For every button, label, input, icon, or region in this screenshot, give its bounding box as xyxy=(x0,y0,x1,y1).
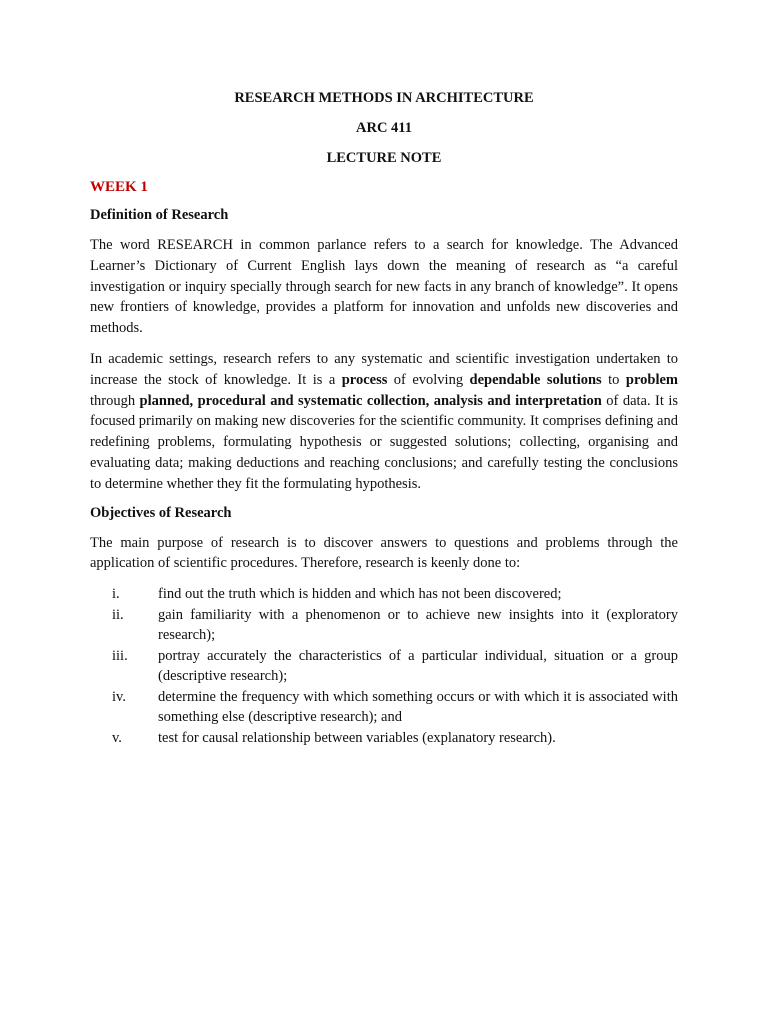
note-type: LECTURE NOTE xyxy=(326,150,442,166)
list-item-number: iii. xyxy=(112,647,128,664)
objectives-heading: Objectives of Research xyxy=(90,504,232,521)
para2-bold-solutions: dependable solutions xyxy=(469,371,602,388)
week-heading: WEEK 1 xyxy=(90,179,148,195)
list-item-text: determine the frequency with which something occurs or with which it is associated with something else (descriptive research); and xyxy=(158,688,678,726)
list-item xyxy=(90,584,678,605)
list-item-text: gain familiarity with a phenomenon or to achieve new insights into it (exploratory research); xyxy=(158,606,678,644)
para2-text-2: of evolving xyxy=(387,371,470,388)
para2-bold-problem: problem xyxy=(625,371,678,388)
list-item xyxy=(90,728,678,749)
list-item xyxy=(90,687,678,728)
para2-text-1: In academic settings, research refers to any systematic and scientific investigation undertaken to increase the stock of knowledge. It is a xyxy=(90,350,678,388)
list-item-number: ii. xyxy=(112,606,124,623)
document-title: RESEARCH METHODS IN ARCHITECTURE xyxy=(234,90,534,106)
list-item-text: portray accurately the characteristics of a particular individual, situation or a group (descriptive research); xyxy=(158,647,678,685)
definition-heading: Definition of Research xyxy=(90,207,229,223)
course-code: ARC 411 xyxy=(356,120,412,136)
objectives-intro: The main purpose of research is to discover answers to questions and problems through the application of scientific procedures. Therefore, research is keenly done to: xyxy=(90,534,678,572)
list-item-text: test for causal relationship between variables (explanatory research). xyxy=(158,729,556,746)
para2-text-3: to xyxy=(601,371,626,388)
list-item-number: i. xyxy=(112,586,120,603)
definition-paragraph-1: The word RESEARCH in common parlance refers to a search for knowledge. The Advanced Learner’s Dictionary of Current English lays down the meaning of research as “a careful investigation or inquiry specially through search for new facts in any branch of knowledge”. It opens new frontiers of knowledge, provides a platform for innovation and unfolds new discoveries and methods. xyxy=(90,237,678,337)
list-item-number: iv. xyxy=(112,688,126,705)
list-item xyxy=(90,646,678,687)
para2-bold-process: process xyxy=(341,371,388,388)
para2-text-4: through xyxy=(90,392,140,409)
list-item-number: v. xyxy=(112,729,122,746)
para2-bold-collection: planned, procedural and systematic collection, analysis and interpretation xyxy=(139,392,602,409)
list-item-text: find out the truth which is hidden and which has not been discovered; xyxy=(158,586,562,603)
para2-text-5: of data. It is focused primarily on making new discoveries for the scientific community. It comprises defining and redefining problems, formulating hypothesis or suggested solutions; collecting, organising and evaluating data; making deductions and reaching conclusions; and carefully testing the conclusions to determine whether they fit the formulating hypothesis. xyxy=(90,392,679,492)
objectives-list xyxy=(90,584,678,748)
list-item xyxy=(90,605,678,646)
definition-paragraph-2 xyxy=(90,349,678,495)
